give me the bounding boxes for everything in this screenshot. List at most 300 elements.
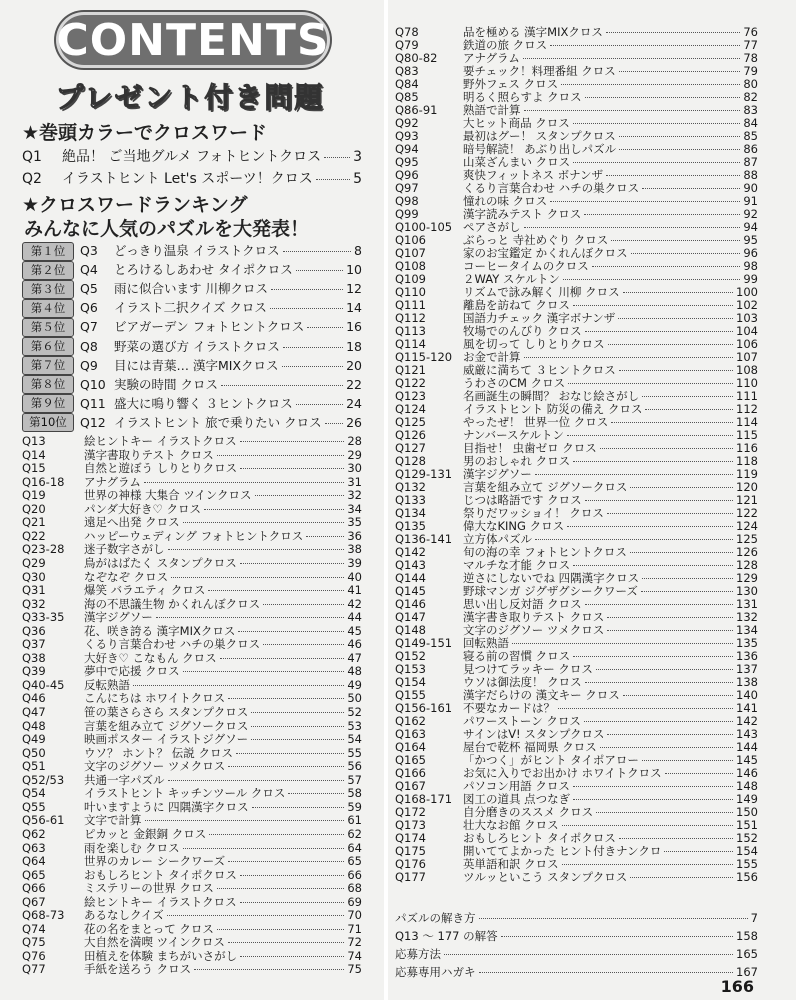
leader-dots — [619, 838, 733, 839]
page-ref: 42 — [347, 596, 362, 611]
question-number: Q129-131 — [395, 467, 453, 481]
rank-badge: 第３位 — [22, 280, 74, 299]
page-ref: 103 — [736, 311, 758, 325]
puzzle-title: ビアガーデン フォトヒントクロス — [114, 319, 305, 335]
question-number: Q100-105 — [395, 220, 453, 234]
puzzle-title: 鉄道の旅 クロス — [463, 38, 548, 52]
color-section-heading: ★巻頭カラーでクロスワード — [22, 122, 268, 144]
leader-dots — [573, 786, 733, 787]
puzzle-title: うわさのCM クロス — [463, 376, 566, 390]
rank-badge: 第６位 — [22, 337, 74, 356]
question-number: Q164 — [395, 740, 427, 754]
question-number: Q38 — [22, 650, 46, 665]
question-number: Q9 — [80, 357, 98, 373]
page-ref: 116 — [736, 441, 758, 455]
puzzle-title: 漢字書取りテスト クロス — [84, 447, 214, 462]
question-number: Q62 — [22, 826, 46, 841]
puzzle-title: 熟語で計算 — [463, 103, 521, 117]
leader-dots — [144, 482, 344, 483]
question-number: Q78 — [395, 25, 419, 39]
leader-dots — [228, 766, 344, 767]
page-ref: 30 — [347, 461, 362, 476]
question-number: Q12 — [80, 414, 106, 430]
page-ref: 86 — [743, 142, 758, 156]
page-ref: 34 — [347, 501, 362, 516]
page-ref: 91 — [743, 194, 758, 208]
question-number: Q177 — [395, 870, 427, 884]
puzzle-title: 雨に似合います 川柳クロス — [114, 281, 268, 297]
question-number: Q19 — [22, 488, 46, 503]
page-ref: 41 — [347, 583, 362, 598]
question-number: Q142 — [395, 545, 427, 559]
leader-dots — [573, 305, 733, 306]
page-ref: 131 — [736, 597, 758, 611]
leader-dots — [611, 240, 740, 241]
puzzle-title: 暗号解読！ あぶり出しパズル — [463, 142, 617, 156]
footer-entry — [395, 964, 758, 982]
page-ref: 85 — [743, 129, 758, 143]
page-ref: 66 — [347, 867, 362, 882]
leader-dots — [238, 631, 344, 632]
question-number: Q11 — [80, 395, 106, 411]
puzzle-title: 文字のジグソー ツメクロス — [463, 623, 605, 637]
leader-dots — [585, 331, 733, 332]
page-ref: 71 — [347, 921, 362, 936]
question-number: Q166 — [395, 766, 427, 780]
leader-dots — [133, 685, 344, 686]
question-number: Q94 — [395, 142, 419, 156]
question-number: Q79 — [395, 38, 419, 52]
puzzle-title: 言葉を組み立て ジグソークロス — [84, 718, 249, 733]
ranking-entry — [22, 413, 362, 433]
page-ref: 137 — [736, 662, 758, 676]
puzzle-title: パソコン用語 クロス — [463, 779, 570, 793]
page-ref: 88 — [743, 168, 758, 182]
leader-dots — [623, 695, 733, 696]
leader-dots — [630, 552, 733, 553]
puzzle-title: ミステリーの世界 クロス — [84, 881, 214, 896]
page-ref: 82 — [743, 90, 758, 104]
rank-badge: 第４位 — [22, 299, 74, 318]
question-number: Q154 — [395, 675, 427, 689]
footer-entry — [395, 928, 758, 946]
question-number: Q149-151 — [395, 636, 453, 650]
question-number: Q98 — [395, 194, 419, 208]
puzzle-title: パンダ大好き♡ クロス — [84, 501, 202, 516]
puzzle-title: 映画ポスター イラストジグソー — [84, 732, 249, 747]
leader-dots — [606, 32, 741, 33]
puzzle-title: 野外フェス クロス — [463, 77, 559, 91]
leader-dots — [444, 954, 733, 955]
question-number: Q76 — [22, 948, 46, 963]
leader-dots — [664, 851, 733, 852]
question-number: Q13 — [22, 434, 46, 448]
page-ref: 165 — [736, 947, 758, 961]
question-number: Q146 — [395, 597, 427, 611]
question-number: Q114 — [395, 337, 427, 351]
leader-dots — [558, 708, 733, 709]
rank-badge: 第７位 — [22, 356, 74, 375]
page-ref: 119 — [736, 467, 758, 481]
puzzle-title: 「かつく」がヒント タイポアロー — [463, 753, 639, 767]
page-ref: 78 — [743, 51, 758, 65]
question-number: Q175 — [395, 844, 427, 858]
page-ref: 20 — [346, 357, 362, 373]
question-number: Q36 — [22, 623, 46, 638]
puzzle-title: とろけるしあわせ タイポクロス — [114, 262, 293, 278]
puzzle-title: 盛大に鳴り響く ３ヒントクロス — [114, 395, 293, 411]
puzzle-title: 漢字ジグソー — [463, 467, 532, 481]
question-number: Q65 — [22, 867, 46, 882]
contents-entry — [395, 869, 758, 887]
leader-dots — [217, 929, 344, 930]
question-number: Q108 — [395, 259, 427, 273]
page-ref: 95 — [743, 233, 758, 247]
question-number: Q113 — [395, 324, 427, 338]
leader-dots — [585, 97, 741, 98]
puzzle-title: なぞなぞ クロス — [84, 569, 169, 584]
puzzle-title: マルチな才能 クロス — [463, 558, 571, 572]
page-ref: 14 — [346, 300, 362, 316]
leader-dots — [567, 435, 733, 436]
page-ref: 38 — [347, 542, 362, 557]
question-number: Q165 — [395, 753, 427, 767]
puzzle-title: 世界のカレー シークワーズ — [84, 854, 226, 869]
question-number: Q10 — [80, 376, 106, 392]
leader-dots — [220, 658, 345, 659]
question-number: Q168-171 — [395, 792, 453, 806]
page-ref: 59 — [347, 799, 362, 814]
puzzle-title: 憧れの味 クロス — [463, 194, 548, 208]
leader-dots — [550, 201, 740, 202]
leader-dots — [240, 441, 345, 442]
question-number: Q153 — [395, 662, 427, 676]
leader-dots — [183, 848, 345, 849]
leader-dots — [228, 942, 345, 943]
page-ref: 108 — [736, 363, 758, 377]
puzzle-title: 英単語和訳 クロス — [463, 857, 559, 871]
page-ref: 167 — [736, 965, 758, 979]
ranking-entry — [22, 394, 362, 414]
leader-dots — [585, 682, 733, 683]
color-entry — [22, 146, 362, 168]
puzzle-title: お気に入りでお出かけ ホワイトクロス — [463, 766, 662, 780]
question-number: Q7 — [80, 319, 98, 335]
question-number: Q121 — [395, 363, 427, 377]
leader-dots — [168, 780, 345, 781]
page-ref: 94 — [743, 220, 758, 234]
question-number: Q132 — [395, 480, 427, 494]
question-number: Q22 — [22, 528, 46, 543]
page-ref: 44 — [347, 610, 362, 625]
page-ref: 142 — [736, 714, 758, 728]
leader-dots — [596, 669, 733, 670]
puzzle-title: イラスト二択クイズ クロス — [114, 300, 267, 316]
leader-dots — [501, 936, 733, 937]
question-number: Q15 — [22, 461, 46, 476]
leader-dots — [607, 513, 733, 514]
ranking-entry — [22, 317, 362, 337]
puzzle-title: 祭りだワッショイ！ クロス — [463, 506, 604, 520]
page-ref: 124 — [736, 519, 758, 533]
page-ref: 148 — [736, 779, 758, 793]
question-number: Q48 — [22, 718, 46, 733]
leader-dots — [316, 179, 350, 180]
question-number: Q174 — [395, 831, 427, 845]
puzzle-title: ペアさがし — [463, 220, 521, 234]
leader-dots — [217, 888, 344, 889]
puzzle-title: 海の不思議生物 かくれんぼクロス — [84, 596, 261, 611]
question-number: Q8 — [80, 338, 98, 354]
leader-dots — [631, 253, 741, 254]
page-ref: 144 — [736, 740, 758, 754]
question-number: Q2 — [22, 171, 42, 187]
leader-dots — [240, 468, 344, 469]
question-number: Q144 — [395, 571, 427, 585]
leader-dots — [324, 157, 350, 158]
leader-dots — [607, 617, 733, 618]
question-number: Q172 — [395, 805, 427, 819]
question-number: Q127 — [395, 441, 427, 455]
page-ref: 3 — [353, 149, 362, 165]
page-ref: 75 — [347, 962, 362, 977]
rank-badge: 第１位 — [22, 242, 74, 261]
leader-dots — [270, 308, 343, 309]
page-ref: 112 — [736, 402, 758, 416]
page-ref: 110 — [736, 376, 758, 390]
puzzle-title: 名画誕生の瞬間？ おなじ絵さがし — [463, 389, 640, 403]
page-ref: 138 — [736, 675, 758, 689]
leader-dots — [573, 656, 733, 657]
question-number: Q77 — [22, 962, 46, 977]
leader-dots — [479, 918, 748, 919]
page-ref: 87 — [743, 155, 758, 169]
puzzle-title: 絶品！ ご当地グルメ フォトヒントクロス — [62, 149, 322, 165]
page-ref: 69 — [347, 894, 362, 909]
page-ref: 114 — [736, 415, 758, 429]
page-ref: 76 — [743, 25, 758, 39]
question-number: Q16-18 — [22, 474, 65, 489]
puzzle-title: リズムで詠み解く 川柳 クロス — [463, 285, 620, 299]
leader-dots — [573, 799, 733, 800]
puzzle-title: 壮大なお館 クロス — [463, 818, 559, 832]
question-number: Q173 — [395, 818, 427, 832]
leader-dots — [535, 539, 733, 540]
question-number: Q136-141 — [395, 532, 453, 546]
page-ref: 143 — [736, 727, 758, 741]
puzzle-title: 野球マンガ ジグザグシークワーズ — [463, 584, 638, 598]
leader-dots — [619, 71, 741, 72]
puzzle-title: イラストヒント 旅で乗りたい クロス — [114, 414, 322, 430]
puzzle-title: 爆笑 バラエティ クロス — [84, 583, 206, 598]
puzzle-title: 共通一字パズル — [84, 772, 165, 787]
page-ref: 70 — [347, 908, 362, 923]
ranking-entry — [22, 241, 362, 261]
puzzle-title: Q13 ～ 177 の解答 — [395, 929, 498, 943]
page-ref: 145 — [736, 753, 758, 767]
ranking-entry — [22, 298, 362, 318]
leader-dots — [307, 327, 343, 328]
rank-badge: 第10位 — [22, 413, 74, 432]
puzzle-title: ハッピーウェディング フォトヒントクロス — [84, 528, 304, 543]
puzzle-title: 逆さにしないでね 四隅漢字クロス — [463, 571, 640, 585]
question-number: Q123 — [395, 389, 427, 403]
leader-dots — [240, 902, 345, 903]
question-number: Q51 — [22, 759, 46, 774]
page-ref: 90 — [743, 181, 758, 195]
question-number: Q124 — [395, 402, 427, 416]
puzzle-title: 回転熟語 — [463, 636, 509, 650]
leader-dots — [645, 409, 733, 410]
puzzle-title: 威厳に満ちて ３ヒントクロス — [463, 363, 616, 377]
puzzle-title: ウソは御法度！ クロス — [463, 675, 582, 689]
puzzle-title: ピカッと 金銀銅 クロス — [84, 826, 207, 841]
question-number: Q39 — [22, 664, 46, 679]
page-ref: 79 — [743, 64, 758, 78]
puzzle-title: 立方体パズル — [463, 532, 532, 546]
leader-dots — [288, 793, 344, 794]
leader-dots — [240, 875, 344, 876]
puzzle-title: 絵ヒントキー イラストクロス — [84, 894, 237, 909]
question-number: Q110 — [395, 285, 427, 299]
ranking-entry — [22, 260, 362, 280]
page-ref: 92 — [743, 207, 758, 221]
puzzle-title: 寝る前の習慣 クロス — [463, 649, 571, 663]
page-ref: 154 — [736, 844, 758, 858]
leader-dots — [240, 563, 345, 564]
leader-dots — [619, 149, 740, 150]
page-ref: 26 — [346, 414, 362, 430]
page-ref: 32 — [347, 488, 362, 503]
leader-dots — [585, 604, 733, 605]
puzzle-title: 野菜の選び方 イラストクロス — [114, 338, 280, 354]
question-number: Q134 — [395, 506, 427, 520]
page-ref: 107 — [736, 350, 758, 364]
leader-dots — [523, 58, 740, 59]
rank-badge: 第８位 — [22, 375, 74, 394]
leader-dots — [171, 577, 344, 578]
page-ref: 29 — [347, 447, 362, 462]
question-number: Q84 — [395, 77, 419, 91]
page-ref: 46 — [347, 637, 362, 652]
question-number: Q49 — [22, 732, 46, 747]
leader-dots — [608, 344, 733, 345]
page-ref: 8 — [354, 243, 362, 258]
footer-entry — [395, 910, 758, 928]
puzzle-title: おもしろヒント タイポクロス — [84, 867, 237, 882]
page-ref: 47 — [347, 650, 362, 665]
leader-dots — [240, 956, 344, 957]
puzzle-title: 風を切って しりとりクロス — [463, 337, 605, 351]
page-ref: 158 — [736, 929, 758, 943]
leader-dots — [306, 536, 344, 537]
present-heading: プレゼント付き問題 — [55, 81, 325, 114]
page-ref: 121 — [736, 493, 758, 507]
puzzle-title: 応募専用ハガキ — [395, 965, 476, 979]
puzzle-title: 屋台で乾杯 福岡県 クロス — [463, 740, 597, 754]
puzzle-title: 図工の道具 点つなぎ — [463, 792, 571, 806]
page-ref: 150 — [736, 805, 758, 819]
puzzle-title: 開いててよかった ヒント付きナンクロ — [463, 844, 662, 858]
puzzle-title: 爽快フィットネス ボナンザ — [463, 168, 604, 182]
question-number: Q176 — [395, 857, 427, 871]
page-ref: 84 — [743, 116, 758, 130]
page-ref: 55 — [347, 745, 362, 760]
puzzle-title: 遠足へ出発 クロス — [84, 515, 180, 530]
puzzle-title: くるり言葉合わせ ハチの巣クロス — [84, 637, 261, 652]
leader-dots — [573, 461, 733, 462]
leader-dots — [630, 877, 733, 878]
puzzle-title: 男のおしゃれ クロス — [463, 454, 571, 468]
right-column — [389, 0, 796, 1000]
leader-dots — [194, 969, 344, 970]
puzzle-title: お金で計算 — [463, 350, 521, 364]
contents-title: CONTENTS — [56, 12, 330, 68]
puzzle-title: 偉大なKING クロス — [463, 519, 565, 533]
question-number: Q99 — [395, 207, 419, 221]
ranking-entry — [22, 279, 362, 299]
page-ref: 48 — [347, 664, 362, 679]
puzzle-title: イラストヒント 防災の備え クロス — [463, 402, 643, 416]
leader-dots — [642, 396, 733, 397]
question-number: Q6 — [80, 300, 98, 316]
page-ref: 74 — [347, 948, 362, 963]
leader-dots — [208, 590, 344, 591]
page-ref: 102 — [736, 298, 758, 312]
leader-dots — [611, 422, 733, 423]
question-number: Q14 — [22, 447, 46, 462]
leader-dots — [607, 630, 733, 631]
puzzle-title: 牧場でのんびり クロス — [463, 324, 582, 338]
leader-dots — [607, 734, 733, 735]
question-number: Q112 — [395, 311, 427, 325]
leader-dots — [168, 549, 345, 550]
leader-dots — [524, 227, 741, 228]
page-ref: 68 — [347, 881, 362, 896]
puzzle-title: 花の名をまとって クロス — [84, 921, 214, 936]
puzzle-title: 叶いますように 四隅漢字クロス — [84, 799, 249, 814]
page-ref: 57 — [347, 772, 362, 787]
puzzle-title: イラストヒント Let's スポーツ！クロス — [62, 171, 313, 187]
question-number: Q143 — [395, 558, 427, 572]
ranking-entry — [22, 375, 362, 395]
puzzle-title: 笹の葉さらさら スタンプクロス — [84, 705, 249, 719]
page-ref: 77 — [743, 38, 758, 52]
leader-dots — [600, 448, 733, 449]
question-number: Q107 — [395, 246, 427, 260]
puzzle-title: 自分磨きのススメ クロス — [463, 805, 594, 819]
rank-badge: 第９位 — [22, 394, 74, 413]
page-ref: 100 — [736, 285, 758, 299]
puzzle-title: 自然と遊ぼう しりとりクロス — [84, 461, 238, 476]
puzzle-title: 雨を楽しむ クロス — [84, 840, 180, 855]
page-ref: 151 — [736, 818, 758, 832]
puzzle-title: 思い出し反対語 クロス — [463, 597, 582, 611]
page-ref: 104 — [736, 324, 758, 338]
question-number: Q29 — [22, 555, 46, 570]
puzzle-title: 迷子数字さがし — [84, 542, 165, 557]
leader-dots — [251, 712, 344, 713]
puzzle-title: 夢中で応援 クロス — [84, 664, 180, 679]
page-ref: 128 — [736, 558, 758, 572]
question-number: Q163 — [395, 727, 427, 741]
page-ref: 134 — [736, 623, 758, 637]
puzzle-title: 明るく照らすよ クロス — [463, 90, 582, 104]
question-number: Q145 — [395, 584, 427, 598]
question-number: Q4 — [80, 262, 98, 278]
puzzle-title: こんにちは ホワイトクロス — [84, 691, 226, 706]
puzzle-title: 絵ヒントキー イラストクロス — [84, 434, 237, 448]
